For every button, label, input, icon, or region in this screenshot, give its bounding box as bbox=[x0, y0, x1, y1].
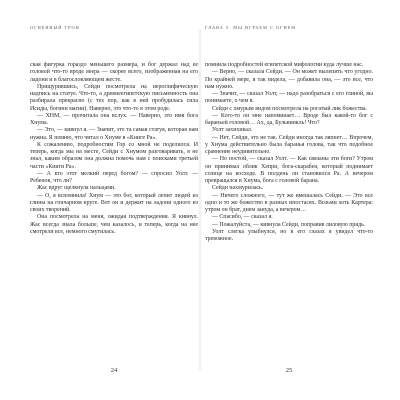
paragraph: — Нет, Сейди, это не так. Сейди иногда так ляпнет… Впрочем, у Хнума действительно была баранья голова, так что подобное сравнение неудивительно. bbox=[205, 134, 373, 155]
paragraph: — Ничего сложного, — тут же вмешалась Сейди. — Это все одно и то же божество в разных ипостасях. Возьми хоть Картера: утром он брат, днем зануда, а вечером… bbox=[205, 192, 373, 213]
paragraph: — Спасибо, — сказал я. bbox=[212, 214, 273, 221]
paragraph: помнила подробностей египетской мифологии куда лучше нас. bbox=[205, 62, 364, 68]
paragraph: — Верно, — сказала Сейди. — Он может вылепить что угодно. По крайней мере, я так видела, — добавила она, — это все, что нам нужно. bbox=[205, 69, 373, 90]
paragraph: — А кто этот мелкий перед богом? — спросил Уолт. — Ребенок, что ли? bbox=[30, 170, 198, 184]
running-head-left: ОГНЕННЫЙ ТРОН bbox=[30, 25, 80, 30]
paragraph: Сейди нахмурилась. bbox=[212, 185, 264, 192]
page-number-left: 24 bbox=[110, 367, 118, 374]
paragraph: — Кого-то он мне напоминает… Вроде был какой-то бог с бараньей головой… Ах, да, Бульвинкль! Что? bbox=[205, 112, 373, 126]
book-gutter bbox=[198, 30, 202, 370]
right-page bbox=[205, 24, 373, 374]
paragraph: ская фигурка гораздо меньшего размера, и бог держал над ее головой что-то вроде вееpa — скорее всего, изображенная на его ладони и в благословляющем жесте. bbox=[30, 62, 198, 83]
running-head-right: ГЛАВА 5. МЫ ИГРАЕМ С ОГНЕМ bbox=[205, 25, 297, 30]
left-page bbox=[30, 24, 198, 374]
paragraph: Уолт захихикал. bbox=[212, 127, 253, 134]
paragraph: Сейди с хмурым видом посмотрела на рогатый лик божества. bbox=[212, 105, 367, 112]
paragraph: Жас вдруг щелкнула пальцами. bbox=[37, 185, 116, 192]
paragraph: — Значит, — сказал Уолт, — надо разобраться с его глиной, вы понимаете, о чем я. bbox=[205, 91, 373, 105]
right-page-text bbox=[205, 62, 373, 243]
left-page-text bbox=[30, 62, 198, 236]
paragraph: К сожалению, подробностям Гор со мной не поделился. И теперь, когда мы на месте, Сейди с Хнумом разговаривать, я не знал, каким образом она должна помочь нам с поисками третьей части «Книги Ра». bbox=[30, 141, 198, 170]
paragraph: — О, я вспомнила! Хнум — это бог, который лепит людей из глины на гончарном круге. Вот он и держит на ладони одного из своих творений. bbox=[30, 192, 198, 213]
paragraph: Она посмотрела на меня, ожидая подтверждения. Я кивнул. Жас всегда знала больше, чем казалось, и теперь, когда на нее смотрели все, немного смутилась. bbox=[30, 214, 198, 235]
paragraph: — Это, — кивнул я. — Значит, это та самая статуя, которая нам нужна. Я помню, что читал о Хнуме в «Книге Ра». bbox=[30, 127, 198, 141]
page-number-right: 25 bbox=[285, 367, 293, 374]
paragraph: — Но постой, — сказал Уолт. — Как связаны эти боги? Утром он принимал облик Хепри, бога-скарабея, который поднимает солнце на восходе. В полдень он становился Ра. А вечером превращался в Хнума, бога с головой барана. bbox=[205, 156, 373, 184]
paragraph: — Пожалуйста, — кивнула Сейди, поправив лиловую прядь. bbox=[212, 221, 366, 228]
paragraph: — ХНМ, — прочитала она вслух. — Наверно, это имя бога Хнума. bbox=[30, 112, 198, 126]
paragraph: Уолт слегка улыбнулся, но в его глазах я увидел что-то тревожное. bbox=[205, 228, 373, 242]
paragraph: Прищурившись, Сейди посмотрела на иероглифическую надпись на статуе. Что-то, а древнеегипетскую письменность она разбирала прекрасно (с тех пор, как в ней пробудилась сила Исиды, богини магии). Наверно, это что-то в этом роде. bbox=[30, 83, 198, 112]
